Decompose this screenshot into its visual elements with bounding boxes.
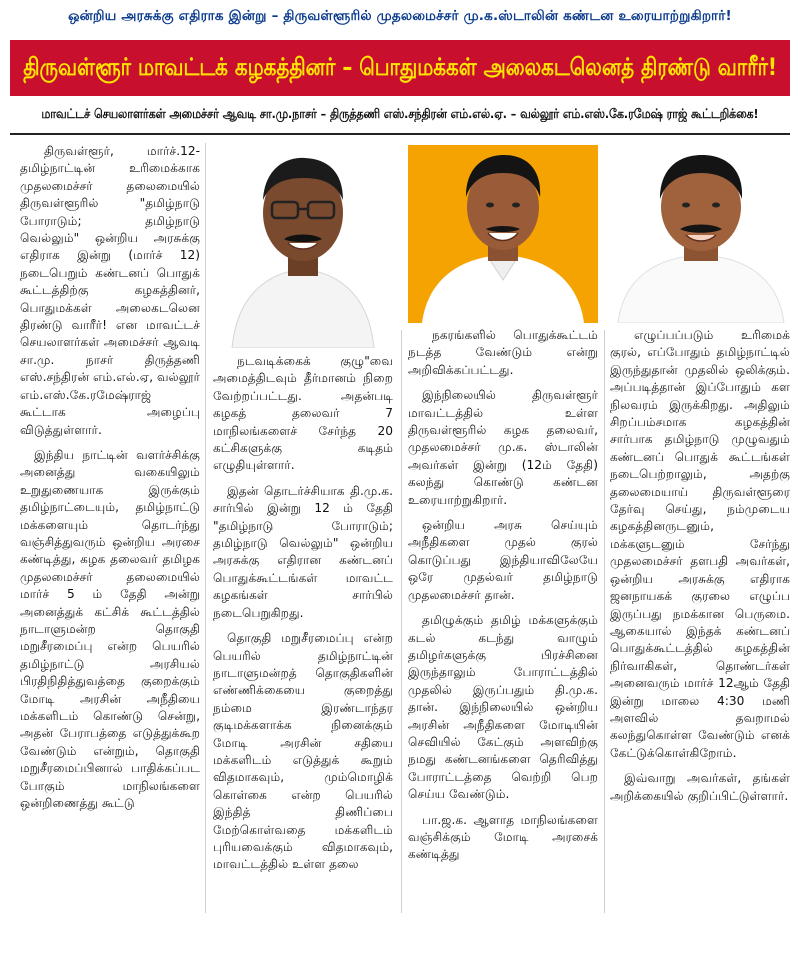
column-divider [205, 143, 206, 913]
article-paragraph: எழுப்பப்படும் உரிமைக் குரல், எப்போதும் தமிழ்நாட்டில் இருந்துதான் முதலில் ஒலிக்கும். அப்படித்தான் இப்போதும் கள நிலவரம் இருக்கிறது. அதிலும் சிறப்பம்சமாக கழகத்தின் சார்பாக தமிழ்நாடு முழுவதும் கண்டனப் பொதுக் கூட்டங்கள் நடைபெற்றாலும், அதற்கு தலைமையாய் திருவள்ளூரை தேர்வு செய்து, நம்முடைய கழகத்தினருடனும், மக்களுடனும் சேர்ந்து முதலமைச்சர் தளபதி அவர்கள், ஒன்றிய அரசுக்கு எதிராக ஜனநாயகக் குரலை எழுப்ப இருப்பது நமக்கான பெருமை. ஆகையால் இந்தக் கண்டனப் பொதுக்கூட்டத்தில் கழகத்தின் நிர்வாகிகள், தொண்டர்கள் அனைவரும் மார்ச் 12ஆம் தேதி இன்று மாலை 4:30 மணி அளவில் தவறாமல் கலந்துகொள்ள வேண்டும் எனக் கேட்டுக்கொள்கிறோம். [610, 328, 790, 760]
kicker-text: ஒன்றிய அரசுக்கு எதிராக இன்று – திருவள்ளூரில் முதலமைச்சர் மு.க.ஸ்டாலின் கண்டன உரையாற்றுகிறார்! [68, 8, 732, 24]
article-paragraph: இந்நிலையில் திருவள்ளூர் மாவட்டத்தில் உள்ள திருவள்ளூரில் கழக தலைவர், முதலமைச்சர் மு.க. ஸ்டாலின் அவர்கள் இன்று (12ம் தேதி) கலந்து கொண்டு கண்டன உரையாற்றுகிறார். [408, 388, 598, 507]
header-divider [10, 133, 790, 135]
photo-portrait-center [408, 145, 598, 323]
article-column-1 [20, 143, 200, 820]
photo-portrait-left [212, 145, 394, 348]
article-column-4 [610, 327, 790, 813]
article-paragraph: தொகுதி மறுசீரமைப்பு என்ற பெயரில் தமிழ்நாட்டின் நாடாளுமன்றத் தொகுதிகளின் எண்ணிக்கையை குறைத்து நம்மை இரண்டாந்தர குடிமக்களாக்க நினைக்கும் மோடி அரசின் சதியை மக்களிடம் எடுத்துக் கூறும் விதமாகவும், மும்மொழிக் கொள்கை என்ற பெயரில் இந்தித் திணிப்பை மேற்கொள்வதை மக்களிடம் புரியவைக்கும் விதமாகவும், மாவட்டத்தில் உள்ள தலை [213, 631, 393, 872]
photo-portrait-right [610, 145, 792, 323]
kicker-line [0, 0, 800, 34]
person-portrait-icon [212, 145, 394, 348]
article-column-2 [213, 353, 393, 882]
article-column-3 [408, 327, 598, 872]
article-paragraph: நகரங்களில் பொதுக்கூட்டம் நடத்த வேண்டும் என்று அறிவிக்கப்பட்டது. [408, 328, 598, 377]
article-paragraph: இதன் தொடர்ச்சியாக தி.மு.க. சார்பில் இன்று 12 ம் தேதி "தமிழ்நாடு போராடும்; தமிழ்நாடு வெல்லும்" ஒன்றிய அரசுக்கு எதிரான கண்டனப் பொதுக்கூட்டங்கள் மாவட்ட கழகங்கள் சார்பில் நடைபெறுகிறது. [213, 483, 393, 620]
article-paragraph: திருவள்ளூர், மார்ச்.12- தமிழ்நாட்டின் உரிமைக்காக முதலமைச்சர் தலைமையில் திருவள்ளூரில் "தமிழ்நாடு போராடும்; தமிழ்நாடு வெல்லும்" ஒன்றிய அரசுக்கு எதிராக இன்று (மார்ச் 12) நடைபெறும் கண்டனப் பொதுக் கூட்டத்திற்கு கழகத்தினர், பொதுமக்கள் அலைகடலென திரண்டு வாரீர்! என மாவட்டச் செயலாளர்கள் அமைச்சர் ஆவடி சா.மு. நாசர் திருத்தணி எஸ்.சந்திரன் எம்.எல்.ஏ, வல்லூர் எம்.எஸ்.கே.ரமேஷ்ராஜ் கூட்டாக அழைப்பு விடுத்துள்ளார். [20, 144, 201, 437]
article-paragraph: பா.ஜ.க. ஆளாத மாநிலங்களை வஞ்சிக்கும் மோடி அரசைக் கண்டித்து [408, 812, 598, 862]
article-paragraph: ஒன்றிய அரசு செய்யும் அநீதிகளை முதல் குரல் கொடுப்பது இந்தியாவிலேயே ஒரே முதல்வர் தமிழ்நாடு முதலமைச்சர் தான். [408, 518, 598, 602]
headline-banner [10, 40, 790, 96]
article-paragraph: நடவடிக்கைக் குழு"வை அமைத்திடவும் தீர்மானம் நிறை வேற்றப்பட்டது. அதன்படி கழகத் தலைவர் 7 மாநிலங்களைச் சேர்ந்த 20 கட்சிகளுக்கு கடிதம் எழுதியுள்ளார். [213, 354, 393, 473]
headline-text: திருவள்ளூர் மாவட்டக் கழகத்தினர் – பொதுமக்கள் அலைகடலெனத் திரண்டு வாரீர்! [23, 52, 777, 81]
person-portrait-icon [408, 145, 598, 323]
subheadline [0, 100, 800, 130]
column-divider [604, 330, 605, 913]
subheadline-text: மாவட்டச் செயலாளர்கள் அமைச்சர் ஆவடி சா.மு.நாசர் – திருத்தணி எஸ்.சந்திரன் எம்.எல்.ஏ. – வல்லூர் எம்.எஸ்.கே.ரமேஷ் ராஜ் கூட்டறிக்கை! [41, 107, 759, 122]
article-paragraph: இவ்வாறு அவர்கள், தங்கள் அறிக்கையில் குறிப்பிட்டுள்ளார். [610, 771, 790, 803]
article-paragraph: இந்திய நாட்டின் வளர்ச்சிக்கு அனைத்து வகையிலும் உறுதுணையாக இருக்கும் தமிழ்நாட்டையும், தமிழ்நாட்டு மக்களையும் தொடர்ந்து வஞ்சித்துவரும் ஒன்றிய அரசை கண்டித்து, கழக தலைவர் தமிழக முதலமைச்சர் தலைமையில் மார்ச் 5 ம் தேதி அன்று அனைத்துக் கட்சிக் கூட்டத்தில் நாடாளுமன்ற தொகுதி மறுசீரமைப்பு என்ற பெயரில் தமிழ்நாட்டு அரசியல் பிரதிநிதித்துவத்தை குறைக்கும் மோடி அரசின் அநீதியை மக்களிடம் கொண்டு சென்று, அதன் பேராபத்தை எடுத்துக்கூற வேண்டும் என்றும், தொகுதி மறுசீரமைப்பினால் பாதிக்கப்பட போகும் மாநிலங்களை ஒன்றிணைத்து கூட்டு [20, 447, 200, 811]
column-divider [401, 330, 402, 913]
person-portrait-icon [610, 145, 792, 323]
article-paragraph: தமிழுக்கும் தமிழ் மக்களுக்கும் கடல் கடந்து வாழும் தமிழர்களுக்கு பிரச்சினை இருந்தாலும் போராட்டத்தில் முதலில் இருப்பதும் தி.மு.க. தான். இந்நிலையில் ஒன்றிய அரசின் அநீதிகளை மோடியின் செவியில் கேட்கும் அளவிற்கு நமது கண்டனங்களை தெரிவித்து போராட்டத்தை வெற்றி பெற செய்ய வேண்டும். [408, 613, 598, 802]
